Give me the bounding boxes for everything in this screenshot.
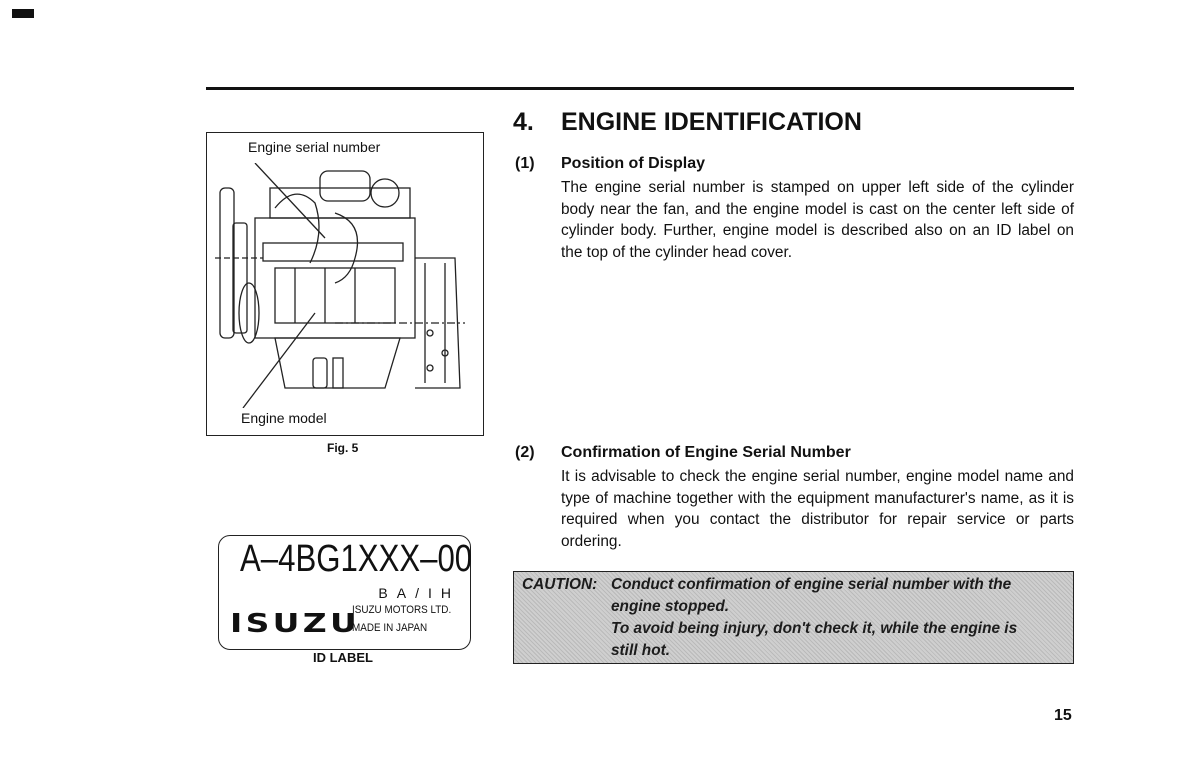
id-label-origin: MADE IN JAPAN: [352, 622, 428, 634]
section-title: [513, 108, 862, 137]
subsection-2-body: It is advisable to check the engine serial number, engine model name and type of machine together with the equipment manufacturer's name, as it is required when you contact the distributor for repair service or parts ordering.: [561, 468, 1074, 551]
section-title-text: ENGINE IDENTIFICATION: [561, 108, 862, 136]
caution-text: [522, 574, 1072, 662]
subsection-2-heading: [515, 444, 851, 462]
serial-leader-line: [255, 163, 325, 238]
section-number: 4.: [513, 108, 534, 136]
caution-line-2: engine stopped.: [611, 598, 729, 615]
page-number: 15: [1054, 707, 1072, 724]
caution-line-4: still hot.: [611, 642, 670, 659]
top-rule-divider: [206, 87, 1074, 90]
isuzu-logo: ISUZU: [230, 609, 361, 639]
engine-model-callout: Engine model: [241, 410, 327, 426]
caution-label: CAUTION:: [522, 576, 598, 593]
subsection-1-title: Position of Display: [561, 155, 706, 172]
turbocharger: [320, 171, 370, 201]
subsection-1-heading: [515, 155, 705, 173]
id-label-suffix: BA/IH: [378, 585, 460, 601]
oil-pan: [275, 338, 400, 388]
caution-line-1: Conduct confirmation of engine serial number with the: [611, 576, 1012, 593]
cylinder-block: [255, 218, 415, 338]
figure-caption: Fig. 5: [327, 441, 359, 455]
caution-line-3: To avoid being injury, don't check it, while the engine is: [611, 620, 1018, 637]
air-outlet: [371, 179, 399, 207]
corner-registration-mark: [12, 9, 34, 18]
fan-blade: [220, 188, 234, 338]
engine-illustration: [215, 163, 475, 408]
intake-pipe: [275, 194, 319, 263]
subsection-2-number: (2): [515, 444, 535, 461]
subsection-2-title: Confirmation of Engine Serial Number: [561, 444, 851, 461]
exhaust-pipe: [335, 213, 358, 283]
engine-serial-number-callout: Engine serial number: [248, 139, 381, 155]
id-label-caption: ID LABEL: [313, 650, 373, 665]
fan-hub: [233, 223, 247, 333]
cylinder-head: [270, 188, 410, 218]
id-label-maker: ISUZU MOTORS LTD.: [352, 604, 452, 616]
crank-pulley: [239, 283, 259, 343]
subsection-1-number: (1): [515, 155, 535, 172]
id-label-engine-code: A–4BG1XXX–00: [240, 538, 473, 580]
subsection-1-body: The engine serial number is stamped on upper left side of the cylinder body near the fan, and the engine model is cast on the center left side of cylinder body. Further, engine model is described also on an ID label on the top of the cylinder head cover.: [561, 179, 1074, 262]
